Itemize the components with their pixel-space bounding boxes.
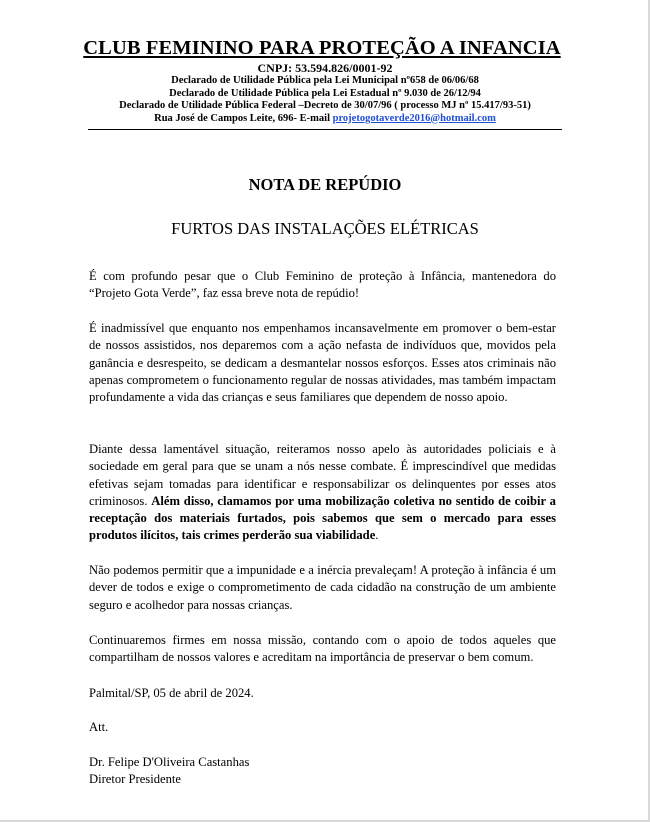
signer-role: Diretor Presidente [89,772,181,786]
address-line [0,113,650,126]
paragraph-2: É inadmissível que enquanto nos empenhamos incansavelmente em promover o bem-estar de nossos assistidos, nos deparemos com a ação nefasta de indivíduos que, movidos pela ganância e desrespeito, se dedicam a desmantelar nossos esforços. Esses atos criminais não apenas comprometem o funcionamento regular de nossas atividades, mas também impactam profundamente a vida das crianças e seus familiares que dependem de nosso apoio. [89,321,556,405]
document-title: NOTA DE REPÚDIO [248,175,402,194]
paragraph-4: Não podemos permitir que a impunidade e a inércia prevaleçam! A proteção à infância é um dever de todos e exige o comprometimento de cada cidadão na construção de um ambiente seguro e acolhedor para nossas crianças. [89,563,556,612]
address-text: Rua José de Campos Leite, 696- E-mail [154,112,330,124]
paragraph-5: Continuaremos firmes em nossa missão, contando com o apoio de todos aqueles que compartilham de nossos valores e acreditam na importância de preservar o bem comum. [89,633,556,665]
letterhead-divider [88,129,562,130]
declaration-state: Declarado de Utilidade Pública pela Lei Estadual nº 9.030 de 26/12/94 [169,87,481,99]
organization-name: CLUB FEMININO PARA PROTEÇÃO A INFANCIA [83,37,561,59]
paragraph-3-text: Diante dessa lamentável situação, reiteramos nosso apelo às autoridades policiais e à sociedade em geral para que se unam a nós nesse combate. É imprescindível que medidas efetivas sejam tomadas para identificar e responsabilizar os delinquentes por esses atos criminosos. [89,442,556,508]
salutation: Att. [89,720,109,734]
declaration-municipal: Declarado de Utilidade Pública pela Lei Municipal nº658 de 06/06/68 [171,75,479,86]
paragraph-3 [89,441,556,545]
email-link[interactable]: projetogotaverde2016@hotmail.com [332,112,496,124]
date-line: Palmital/SP, 05 de abril de 2024. [89,686,254,700]
paragraph-3-emphasis: Além disso, clamamos por uma mobilização coletiva no sentido de coibir a receptação dos materiais furtados, pois sabemos que sem o mercado para esses produtos ilícitos, tais crimes perderão sua viabilidade [89,493,556,543]
document-subtitle: FURTOS DAS INSTALAÇÕES ELÉTRICAS [171,219,479,238]
paragraph-1: É com profundo pesar que o Club Feminino de proteção à Infância, mantenedora do “Projeto Gota Verde”, faz essa breve nota de repúdio! [89,269,556,301]
cnpj-line: CNPJ: 53.594.826/0001-92 [257,61,393,75]
letterhead [0,36,650,125]
paragraph-3-end: . [375,528,379,543]
declaration-federal: Declarado de Utilidade Pública Federal –Decreto de 30/07/96 ( processo MJ nº 15.417/93-51) [119,100,531,111]
signer-name: Dr. Felipe D'Oliveira Castanhas [89,755,250,769]
